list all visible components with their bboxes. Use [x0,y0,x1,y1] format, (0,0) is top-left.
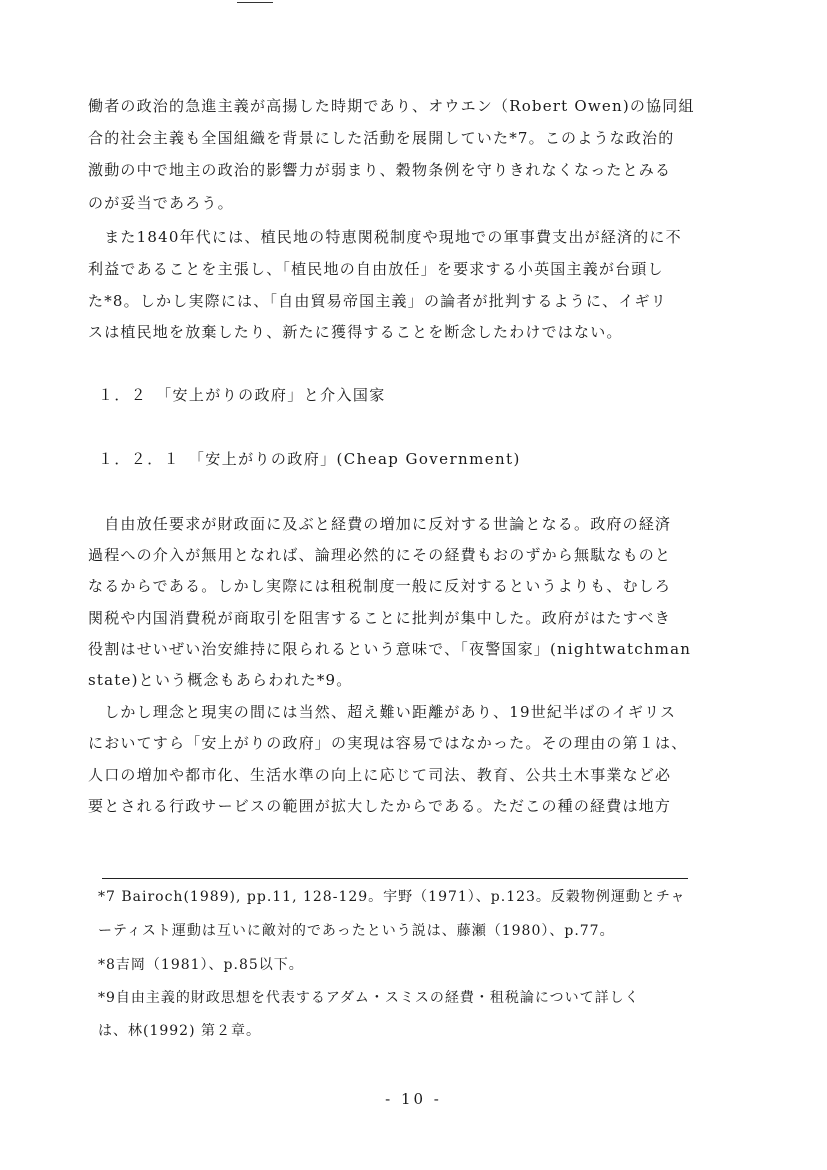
footnote: *9自由主義的財政思想を代表するアダム・スミスの経費・租税論について詳しく [98,990,640,1006]
body-line: 利益であることを主張し、「植民地の自由放任」を要求する小英国主義が台頭し [88,260,664,278]
footnote: *7 Bairoch(1989), pp.11, 128-129。宇野（1971）、p.123。反穀物例運動とチャ [98,889,686,905]
footnote: ーティスト運動は互いに敵対的であったという説は、藤瀬（1980）、p.77。 [98,923,615,939]
scan-mark [237,2,273,3]
body-line: 関税や内国消費税が商取引を阻害することに批判が集中した。政府がはたすべき [88,609,671,627]
body-line: state)という概念もあらわれた*9。 [88,671,353,689]
body-line: 激動の中で地主の政治的影響力が弱まり、穀物条例を守りきれなくなったとみる [88,161,672,179]
section-heading: １．２ 「安上がりの政府」と介入国家 [98,386,386,404]
body-line: のが妥当であろう。 [88,194,234,212]
body-line: た*8。しかし実際には、「自由貿易帝国主義」の論者が批判するように、イギリ [88,292,667,310]
body-line: 要とされる行政サービスの範囲が拡大したからである。ただこの種の経費は地方 [88,797,672,815]
footnote: は、林(1992) 第２章。 [98,1023,262,1039]
body-line: しかし理念と現実の間には当然、超え難い距離があり、19世紀半ばのイギリス [88,703,677,721]
page-number: - 10 - [385,1090,442,1108]
body-line: においてすら「安上がりの政府」の実現は容易ではなかった。その理由の第１は、 [88,734,688,752]
body-line: 過程への介入が無用となれば、論理必然的にその経費もおのずから無駄なものと [88,546,672,564]
body-line: また1840年代には、植民地の特恵関税制度や現地での軍事費支出が経済的に不 [88,228,682,246]
body-line: 人口の増加や都市化、生活水準の向上に応じて司法、教育、公共土木事業など必 [88,766,672,784]
footnote-rule [102,878,688,879]
body-line: 自由放任要求が財政面に及ぶと経費の増加に反対する世論となる。政府の経済 [88,515,672,533]
subsection-heading: １．２．１ 「安上がりの政府」(Cheap Government) [98,450,521,468]
body-line: 合的社会主義も全国組織を背景にした活動を展開していた*7。このような政治的 [88,129,675,147]
body-line: 役割はせいぜい治安維持に限られるという意味で、「夜警国家」(nightwatchman [88,640,692,658]
footnote: *8吉岡（1981）、p.85以下。 [98,957,304,973]
body-line: なるからである。しかし実際には租税制度一般に反対するというよりも、むしろ [88,577,672,595]
body-line: スは植民地を放棄したり、新たに獲得することを断念したわけではない。 [88,323,623,341]
body-line: 働者の政治的急進主義が高揚した時期であり、オウエン（Robert Owen)の協同組 [88,97,695,115]
